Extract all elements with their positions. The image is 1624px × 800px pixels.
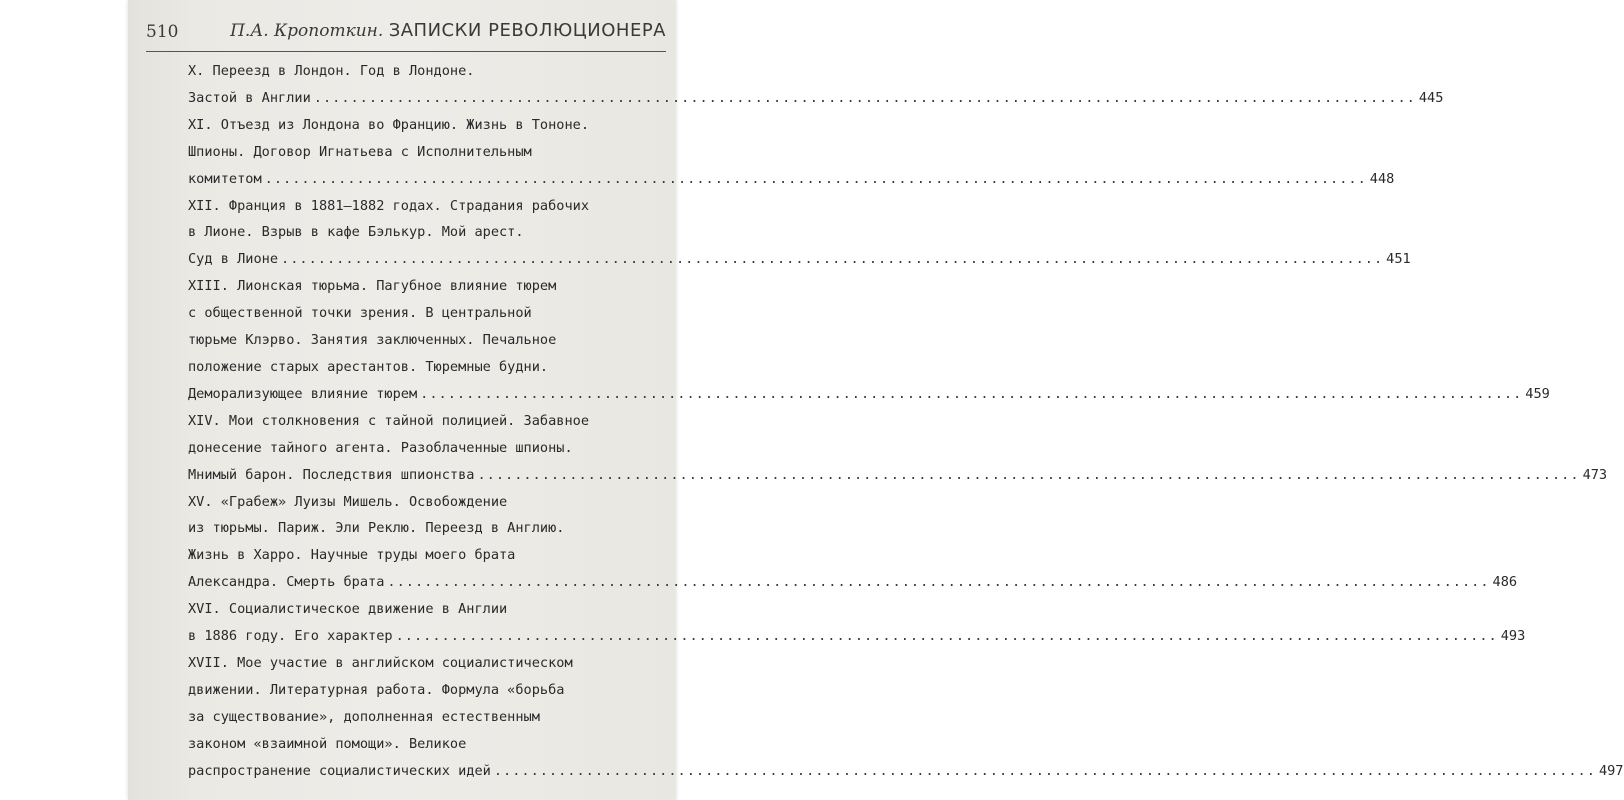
toc-entry-text: в 1886 году. Его характер <box>188 628 393 645</box>
toc-entry-last-line <box>188 85 1444 112</box>
toc-entry-line: XV. «Грабеж» Луизы Мишель. Освобождение <box>188 493 508 510</box>
toc-entry-text: распространение социалистических идей <box>188 762 491 779</box>
toc-entry <box>188 58 1444 112</box>
toc-entry-line: XVII. Мое участие в английском социалистическом <box>188 654 573 671</box>
dot-leader: ........................................................................................................................ <box>493 762 1596 779</box>
toc-entry-line: законом «взаимной помощи». Великое <box>188 735 467 752</box>
dot-leader: ........................................................................................................................ <box>281 251 1384 268</box>
toc-entry <box>188 596 1526 650</box>
dot-leader: ........................................................................................................................ <box>387 574 1490 591</box>
toc-entry-line: тюрьме Клэрво. Занятия заключенных. Печальное <box>188 332 557 349</box>
toc-entry <box>188 489 1518 597</box>
toc-page-number: 459 <box>1525 385 1550 402</box>
book-page <box>128 0 1624 800</box>
toc-entry-last-line <box>188 758 1624 785</box>
toc-entry-line: XIV. Мои столкновения с тайной полицией. Забавное <box>188 412 590 429</box>
toc-entry-last-line <box>188 381 1550 408</box>
toc-entry-line: XVI. Социалистическое движение в Англии <box>188 601 508 618</box>
toc-entry-last-line <box>188 462 1608 489</box>
toc-entry-text: Мнимый барон. Последствия шпионства <box>188 466 475 483</box>
toc-page-number: 497 <box>1598 762 1624 779</box>
dot-leader: ........................................................................................................................ <box>313 89 1416 106</box>
toc-entry-text: комитетом <box>188 170 262 187</box>
toc-entry-last-line <box>188 623 1526 650</box>
running-head-title: ЗАПИСКИ РЕВОЛЮЦИОНЕРА <box>388 20 666 41</box>
toc-entry-text: Александра. Смерть брата <box>188 574 385 591</box>
toc-entry-text: Застой в Англии <box>188 89 311 106</box>
toc-entry <box>188 112 1395 193</box>
toc-entry-line: с общественной точки зрения. В центральной <box>188 305 532 322</box>
toc-entry-last-line <box>188 246 1411 273</box>
running-header <box>146 14 666 44</box>
toc-entry-line: донесение тайного агента. Разоблаченные шпионы. <box>188 439 573 456</box>
toc-entry-text: Деморализующее влияние тюрем <box>188 385 418 402</box>
toc-entry-line: Жизнь в Харро. Научные труды моего брата <box>188 547 516 564</box>
toc-entry-line: из тюрьмы. Париж. Эли Реклю. Переезд в Англию. <box>188 520 565 537</box>
toc-entry <box>188 193 1411 274</box>
page-number: 510 <box>146 22 179 42</box>
toc-entry-line: в Лионе. Взрыв в кафе Бэлькур. Мой арест. <box>188 224 524 241</box>
toc-entry <box>188 408 1608 489</box>
toc-entry-line: движении. Литературная работа. Формула «борьба <box>188 681 565 698</box>
toc-entry-line: Шпионы. Договор Игнатьева с Исполнительным <box>188 143 532 160</box>
dot-leader: ........................................................................................................................ <box>395 628 1498 645</box>
toc-entry-last-line <box>188 569 1518 596</box>
toc-entry-line: X. Переезд в Лондон. Год в Лондоне. <box>188 63 475 79</box>
dot-leader: ........................................................................................................................ <box>477 466 1580 483</box>
toc-page-number: 448 <box>1369 170 1395 187</box>
toc-entry-text: Суд в Лионе <box>188 251 279 268</box>
toc-page-number: 473 <box>1582 466 1608 483</box>
toc-page-number: 486 <box>1492 574 1518 591</box>
toc-entry-line: XI. Отъезд из Лондона во Францию. Жизнь в Тононе. <box>188 116 590 133</box>
toc-entry-line: положение старых арестантов. Тюремные будни. <box>188 358 549 375</box>
toc-entry-last-line <box>188 166 1395 193</box>
toc-page-number: 451 <box>1386 251 1411 268</box>
toc-entry <box>188 650 1624 785</box>
toc-entry-line: XII. Франция в 1881–1882 годах. Страдания рабочих <box>188 197 590 214</box>
toc-page-number: 493 <box>1500 628 1526 645</box>
header-rule <box>146 51 666 52</box>
dot-leader: ........................................................................................................................ <box>420 385 1523 402</box>
toc-entry <box>188 273 1550 408</box>
toc-entry-line: за существование», дополненная естественным <box>188 708 540 725</box>
running-head <box>230 20 666 41</box>
toc-page-number: 445 <box>1418 89 1444 106</box>
dot-leader: ........................................................................................................................ <box>264 170 1367 187</box>
table-of-contents <box>188 58 1624 784</box>
toc-entry-line: XIII. Лионская тюрьма. Пагубное влияние тюрем <box>188 278 557 295</box>
running-head-author: П.А. Кропоткин. <box>230 21 384 41</box>
